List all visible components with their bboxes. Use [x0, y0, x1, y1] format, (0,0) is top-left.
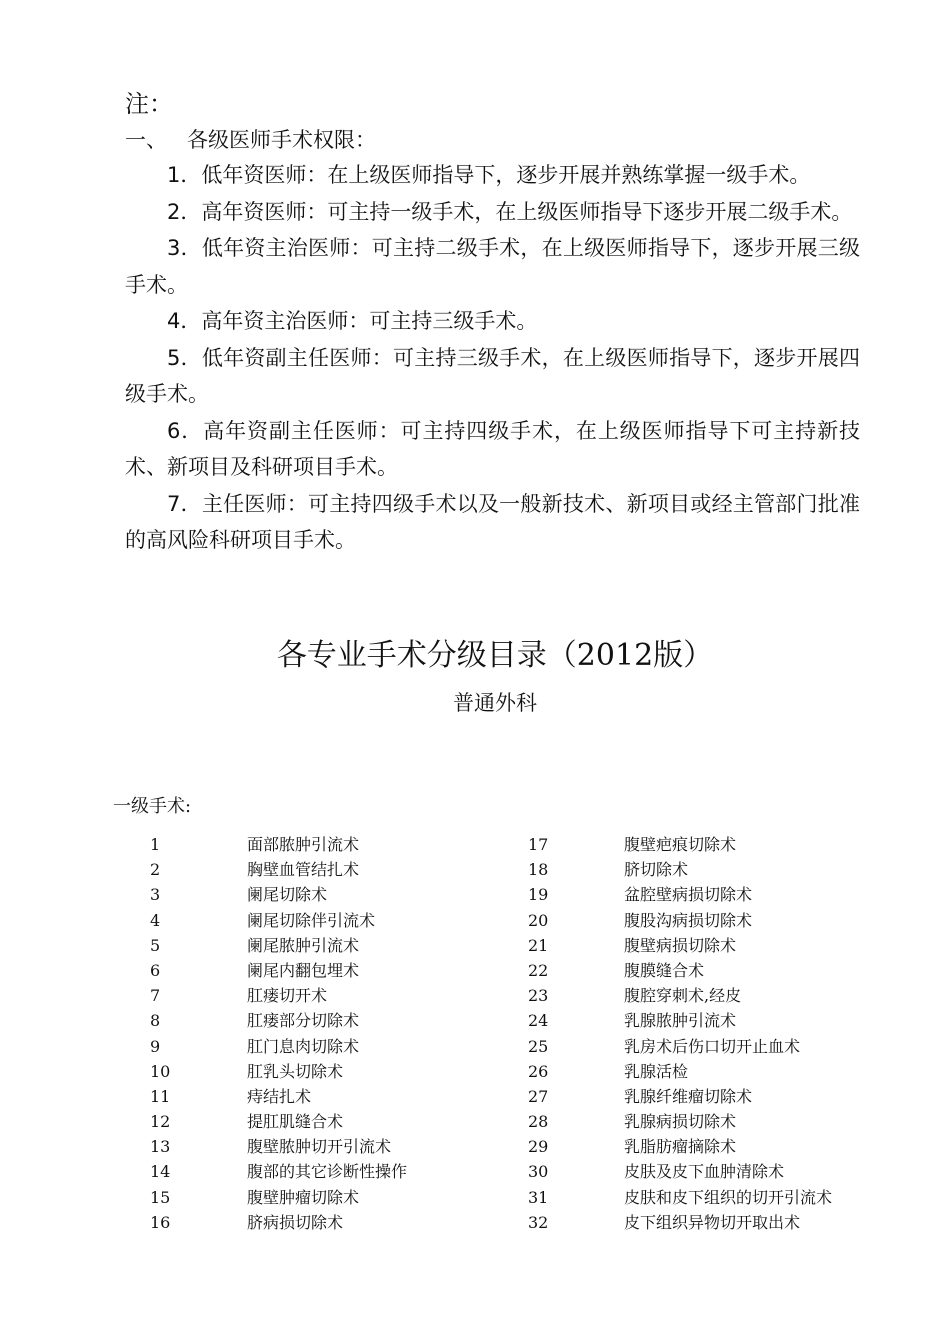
rules-list — [125, 157, 860, 559]
procedure-number: 8 — [150, 1011, 161, 1031]
procedure-number: 18 — [528, 860, 549, 880]
procedure-name: 乳腺脓肿引流术 — [624, 1011, 737, 1031]
procedure-number: 4 — [150, 910, 161, 930]
procedure-name: 盆腔壁病损切除术 — [624, 885, 753, 905]
procedure-number: 23 — [528, 986, 549, 1006]
rule-item: 4．高年资主治医师：可主持三级手术。 — [167, 309, 538, 333]
procedure-number: 22 — [528, 960, 549, 980]
procedure-number: 27 — [528, 1086, 549, 1106]
procedure-name: 乳腺活检 — [624, 1061, 689, 1081]
section-title: 各级医师手术权限： — [187, 128, 376, 152]
note-title: 注： — [125, 90, 173, 118]
rule-item: 3．低年资主治医师：可主持二级手术，在上级医师指导下，逐步开展三级手术。 — [125, 236, 860, 297]
procedure-name: 脐病损切除术 — [247, 1212, 344, 1232]
procedure-name: 阑尾内翻包埋术 — [247, 960, 360, 980]
department-title: 普通外科 — [453, 691, 537, 715]
procedure-number: 1 — [150, 835, 161, 854]
procedure-number: 31 — [528, 1187, 549, 1207]
procedure-number: 14 — [150, 1162, 171, 1182]
procedure-name: 皮肤及皮下血肿清除术 — [624, 1162, 785, 1182]
procedure-number: 32 — [528, 1212, 549, 1232]
procedure-name: 痔结扎术 — [247, 1086, 312, 1106]
procedure-name: 乳腺纤维瘤切除术 — [624, 1086, 753, 1106]
procedure-number: 19 — [528, 885, 549, 905]
procedure-name: 肛瘘切开术 — [247, 986, 328, 1006]
procedure-number: 25 — [528, 1036, 549, 1056]
procedure-number: 29 — [528, 1137, 549, 1157]
rule-item: 2．高年资医师：可主持一级手术，在上级医师指导下逐步开展二级手术。 — [167, 199, 853, 224]
procedure-name: 肛瘘部分切除术 — [247, 1011, 360, 1031]
procedure-number: 7 — [150, 986, 161, 1006]
procedure-name: 乳腺病损切除术 — [624, 1112, 737, 1132]
procedure-number: 3 — [150, 885, 161, 905]
procedure-name: 阑尾切除术 — [247, 885, 328, 905]
procedure-number: 24 — [528, 1011, 549, 1031]
rule-item: 1．低年资医师：在上级医师指导下，逐步开展并熟练掌握一级手术。 — [167, 163, 811, 187]
procedure-name: 腹部的其它诊断性操作 — [247, 1162, 408, 1182]
procedure-number: 13 — [150, 1137, 171, 1157]
procedure-number: 5 — [150, 935, 161, 955]
procedure-name: 腹壁脓肿切开引流术 — [247, 1137, 392, 1157]
procedure-name: 皮肤和皮下组织的切开引流术 — [624, 1187, 833, 1207]
catalog-title: 各专业手术分级目录（2012版） — [276, 638, 714, 673]
procedure-number: 9 — [150, 1036, 161, 1056]
procedure-number: 10 — [150, 1061, 171, 1081]
procedure-number: 26 — [528, 1061, 549, 1081]
procedure-name: 腹壁病损切除术 — [624, 935, 737, 955]
rule-item: 6．高年资副主任医师：可主持四级手术，在上级医师指导下可主持新技术、新项目及科研项目手术。 — [125, 418, 860, 479]
procedure-name: 腹股沟病损切除术 — [624, 910, 753, 930]
procedure-name: 皮下组织异物切开取出术 — [624, 1212, 801, 1232]
procedure-number: 16 — [150, 1212, 171, 1232]
procedure-name: 脐切除术 — [624, 860, 689, 880]
procedure-number: 2 — [150, 860, 161, 880]
rule-item: 5．低年资副主任医师：可主持三级手术，在上级医师指导下，逐步开展四级手术。 — [125, 345, 860, 406]
procedure-name: 肛门息肉切除术 — [247, 1036, 360, 1056]
procedure-number: 28 — [528, 1112, 549, 1132]
procedure-number: 6 — [150, 960, 161, 980]
procedure-name: 提肛肌缝合术 — [247, 1112, 344, 1132]
procedure-name: 乳脂肪瘤摘除术 — [624, 1137, 737, 1157]
rule-item: 7．主任医师：可主持四级手术以及一般新技术、新项目或经主管部门批准的高风险科研项目手术。 — [125, 491, 860, 552]
procedure-name: 腹壁疤痕切除术 — [624, 835, 737, 854]
procedure-name: 腹壁肿瘤切除术 — [247, 1187, 360, 1207]
procedure-number: 21 — [528, 935, 549, 955]
procedure-number: 15 — [150, 1187, 171, 1207]
procedure-name: 胸壁血管结扎术 — [247, 860, 360, 880]
procedure-name: 面部脓肿引流术 — [247, 835, 360, 854]
procedure-name: 阑尾脓肿引流术 — [247, 935, 360, 955]
procedure-name: 腹膜缝合术 — [624, 960, 705, 980]
section-heading — [125, 124, 376, 154]
procedure-name: 乳房术后伤口切开止血术 — [624, 1036, 801, 1056]
procedure-number: 11 — [150, 1086, 171, 1106]
procedure-name: 肛乳头切除术 — [247, 1061, 344, 1081]
section-number: 一、 — [125, 128, 167, 152]
procedure-number: 17 — [528, 835, 549, 854]
procedure-number: 30 — [528, 1162, 549, 1182]
procedure-name: 阑尾切除伴引流术 — [247, 910, 376, 930]
procedure-number: 20 — [528, 910, 549, 930]
level-heading: 一级手术: — [113, 796, 192, 817]
procedure-number: 12 — [150, 1112, 171, 1132]
procedure-name: 腹腔穿刺术,经皮 — [624, 986, 742, 1006]
